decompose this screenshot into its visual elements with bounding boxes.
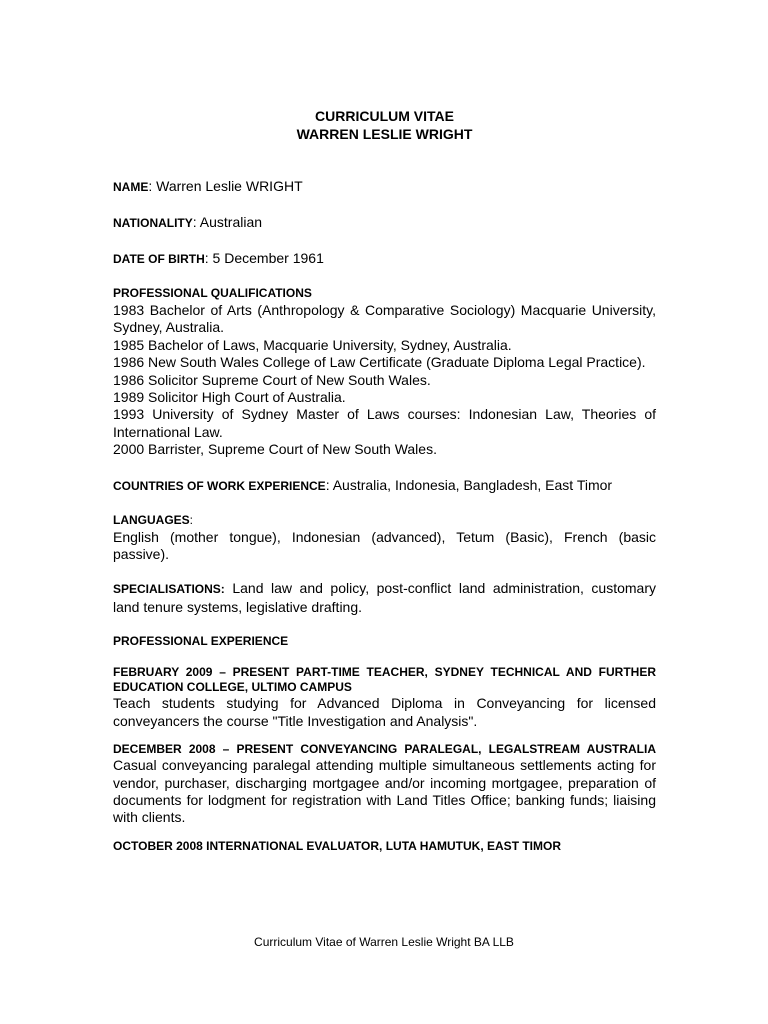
job-description: Teach students studying for Advanced Diploma in Conveyancing for licensed conveyancers the course "Title Investigation and Analysis". (113, 695, 656, 729)
cv-page (113, 107, 656, 854)
languages-colon: : (189, 512, 194, 527)
languages-label: LANGUAGES (113, 512, 190, 527)
dob-value: : 5 December 1961 (204, 250, 324, 266)
specialisations-field (113, 580, 656, 616)
dob-label: DATE OF BIRTH (113, 252, 205, 266)
specialisations-label: SPECIALISATIONS: (113, 582, 225, 597)
qualifications-list (113, 302, 656, 459)
nationality-value: : Australian (192, 214, 263, 230)
qualifications-heading: PROFESSIONAL QUALIFICATIONS (113, 286, 312, 300)
nationality-label: NATIONALITY (113, 216, 193, 230)
name-value: : Warren Leslie WRIGHT (148, 178, 303, 194)
page-footer: Curriculum Vitae of Warren Leslie Wright BA LLB (254, 935, 514, 949)
document-subtitle-name: WARREN LESLIE WRIGHT (296, 126, 473, 142)
job-title: FEBRUARY 2009 – PRESENT PART-TIME TEACHER, SYDNEY TECHNICAL AND FURTHER EDUCATION COLLEGE, ULTIMO CAMPUS (113, 665, 656, 695)
job-title: DECEMBER 2008 – PRESENT CONVEYANCING PARALEGAL, LEGALSTREAM AUSTRALIA (113, 742, 656, 757)
experience-heading: PROFESSIONAL EXPERIENCE (113, 634, 289, 649)
specialisations-value: Land law and policy, post-conflict land administration, customary land tenure systems, legislative drafting. (113, 580, 656, 615)
countries-value: : Australia, Indonesia, Bangladesh, East Timor (325, 476, 613, 493)
job-description: Casual conveyancing paralegal attending multiple simultaneous settlements acting for vendor, purchaser, discharging mortgagee and/or incoming mortgagee, preparation of documents for lodgment for registration with Land Titles Office; banking funds; liaising with clients. (113, 757, 656, 826)
qualification-item: 1993 University of Sydney Master of Laws courses: Indonesian Law, Theories of International Law. (113, 406, 656, 440)
job-title: OCTOBER 2008 INTERNATIONAL EVALUATOR, LUTA HAMUTUK, EAST TIMOR (113, 838, 562, 853)
qualification-item: 1983 Bachelor of Arts (Anthropology & Comparative Sociology) Macquarie University, Sydney, Australia. (113, 302, 656, 336)
name-field (113, 177, 656, 196)
languages-value: English (mother tongue), Indonesian (advanced), Tetum (Basic), French (basic passive). (113, 528, 656, 563)
qualification-item: 1986 New South Wales College of Law Certificate (Graduate Diploma Legal Practice). (113, 354, 646, 371)
qualification-item: 2000 Barrister, Supreme Court of New South Wales. (113, 441, 437, 458)
qualification-item: 1985 Bachelor of Laws, Macquarie University, Sydney, Australia. (113, 336, 512, 353)
name-label: NAME (113, 180, 149, 194)
dob-field (113, 249, 656, 268)
document-title: CURRICULUM VITAE (315, 108, 454, 124)
languages-heading (113, 512, 656, 529)
qualification-item: 1989 Solicitor High Court of Australia. (113, 389, 346, 406)
countries-label: COUNTRIES OF WORK EXPERIENCE (113, 478, 326, 493)
qualification-item: 1986 Solicitor Supreme Court of New South Wales. (113, 371, 431, 388)
nationality-field (113, 213, 656, 232)
countries-field (113, 476, 656, 495)
